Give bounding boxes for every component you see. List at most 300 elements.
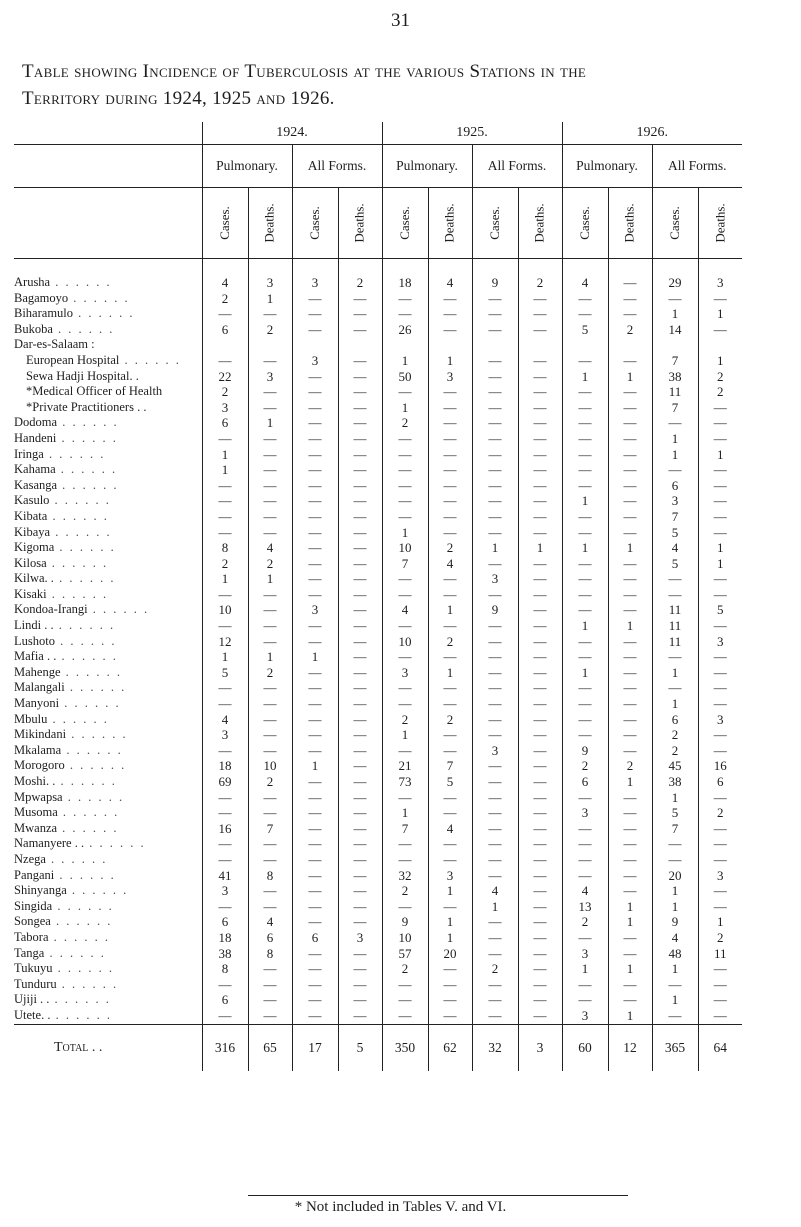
table-cell: 18 [382,275,428,291]
table-row [14,540,742,556]
station-name: Bukoba . . . . . . [14,321,115,336]
table-cell: — [518,462,562,478]
table-cell: — [292,431,338,447]
table-cell: — [562,930,608,946]
table-row [14,384,742,400]
table-cell: — [428,431,472,447]
table-cell: 3 [698,868,742,884]
table-cell: 6 [292,930,338,946]
station-name: Kibata . . . . . . [14,508,109,523]
table-row [14,805,742,821]
table-cell: 2 [652,727,698,743]
table-cell: — [608,790,652,806]
table-cell: — [472,634,518,650]
table-row [14,275,742,291]
table-cell: — [382,899,428,915]
table-cell: — [698,696,742,712]
table-cell: — [248,836,292,852]
table-cell: — [428,727,472,743]
table-cell: 9 [652,914,698,930]
table-cell: — [472,930,518,946]
table-cell: — [562,431,608,447]
table-cell: 2 [202,291,248,307]
table-row [14,634,742,650]
table-cell: — [428,649,472,665]
station-name: Lushoto . . . . . . [14,633,117,648]
table-cell: — [698,415,742,431]
table-cell: — [698,836,742,852]
station-name: Musoma . . . . . . [14,805,120,820]
table-cell [292,337,338,353]
table-cell: — [428,525,472,541]
table-cell: — [248,353,292,369]
table-cell: — [338,447,382,463]
table-cell: — [292,805,338,821]
table-cell: 10 [382,930,428,946]
station-name: Mpwapsa . . . . . . [14,789,125,804]
table-cell: 3 [248,369,292,385]
table-cell: — [338,977,382,993]
table-cell: 1 [608,1008,652,1024]
table-cell: 3 [202,400,248,416]
table-cell: — [608,836,652,852]
table-row [14,337,742,353]
table-cell: — [608,306,652,322]
table-cell: — [338,462,382,478]
table-cell: 2 [698,369,742,385]
table-cell: — [698,852,742,868]
table-cell: 3 [382,665,428,681]
table-cell: — [562,478,608,494]
table-cell: — [472,556,518,572]
table-cell: 57 [382,946,428,962]
table-cell: — [382,571,428,587]
table-cell: 6 [202,415,248,431]
table-cell: 1 [652,447,698,463]
table-cell: — [562,727,608,743]
table-cell: 1 [562,493,608,509]
table-cell: — [608,509,652,525]
table-cell: — [428,899,472,915]
table-cell: — [338,291,382,307]
table-row [14,618,742,634]
table-cell: — [428,977,472,993]
station-name: Kisaki . . . . . . [14,586,109,601]
table-cell: — [382,291,428,307]
table-row [14,680,742,696]
table-cell: — [608,384,652,400]
station-name: Lindi . . . . . . . . [14,618,116,633]
table-cell: 10 [248,758,292,774]
table-cell: — [698,431,742,447]
table-cell: — [428,384,472,400]
station-name: Mahenge . . . . . . [14,664,123,679]
table-cell: 10 [382,540,428,556]
table-cell: — [292,400,338,416]
table-cell: 14 [652,322,698,338]
table-cell: 1 [652,790,698,806]
station-name: Mbulu . . . . . . [14,711,109,726]
table-cell: — [292,556,338,572]
table-cell: 2 [518,275,562,291]
table-cell: — [202,680,248,696]
table-row [14,899,742,915]
table-row [14,914,742,930]
table-cell: — [608,946,652,962]
table-cell: — [472,291,518,307]
table-cell: — [382,852,428,868]
station-name: Kigoma . . . . . . [14,540,116,555]
title-line-2: Territory during 1924, 1925 and 1926. [22,88,335,109]
table-cell: — [382,431,428,447]
table-cell: 2 [428,712,472,728]
table-cell: — [472,758,518,774]
table-cell: — [338,665,382,681]
table-cell: — [428,743,472,759]
table-cell: 2 [698,805,742,821]
table-cell: — [472,774,518,790]
table-cell: — [608,447,652,463]
table-cell: — [338,400,382,416]
table-cell: — [472,977,518,993]
table-cell: 1 [428,883,472,899]
table-cell: — [518,805,562,821]
station-name: Tunduru . . . . . . [14,976,119,991]
table-cell: — [562,712,608,728]
table-row [14,883,742,899]
table-cell: 1 [652,306,698,322]
table-cell: — [472,665,518,681]
table-cell: — [292,992,338,1008]
table-cell: — [562,415,608,431]
table-cell: 1 [428,930,472,946]
table-cell: — [382,992,428,1008]
station-name: Kasulo . . . . . . [14,493,111,508]
table-cell: — [518,618,562,634]
table-cell: — [382,384,428,400]
table-cell: — [248,977,292,993]
table-row [14,743,742,759]
table-cell: — [472,649,518,665]
table-cell: — [248,992,292,1008]
table-cell: — [382,462,428,478]
table-cell: — [518,431,562,447]
table-cell: — [562,602,608,618]
page-number: 31 [391,10,410,31]
year-1926: 1926. [562,122,742,145]
table-cell: — [518,821,562,837]
table-cell: 4 [202,712,248,728]
table-cell: — [518,306,562,322]
table-cell: — [338,415,382,431]
table-cell: 6 [202,992,248,1008]
table-cell: 3 [698,275,742,291]
table-cell: 1 [428,914,472,930]
table-cell: — [382,618,428,634]
table-cell: — [518,587,562,603]
table-cell: — [562,587,608,603]
table-cell: — [472,805,518,821]
table-cell: — [472,431,518,447]
table-cell: 11 [652,618,698,634]
table-cell: 21 [382,758,428,774]
table-cell: 6 [248,930,292,946]
table-cell: — [562,447,608,463]
table-row [14,1008,742,1024]
table-row [14,992,742,1008]
table-row [14,696,742,712]
table-cell: 1 [608,369,652,385]
station-name: Songea . . . . . . [14,914,113,929]
table-cell: — [338,493,382,509]
table-cell: 2 [608,758,652,774]
table-cell: — [338,306,382,322]
table-cell: 1 [562,618,608,634]
table-row [14,306,742,322]
table-cell: 8 [248,946,292,962]
table-cell: — [652,649,698,665]
station-name: Mikindani . . . . . . [14,727,128,742]
table-cell: — [338,525,382,541]
table-cell: — [428,400,472,416]
table-cell: — [428,415,472,431]
table-cell: — [248,727,292,743]
col-deaths: Deaths. [518,188,562,259]
table-cell: — [698,291,742,307]
group-all-forms-1926: All Forms. [652,145,742,188]
table-cell: 11 [652,634,698,650]
station-name: Sewa Hadji Hospital. . [26,368,139,383]
table-cell: 1 [382,400,428,416]
table-cell: — [292,306,338,322]
table-cell: 8 [248,868,292,884]
table-cell: — [428,618,472,634]
table-cell: 4 [562,883,608,899]
table-cell: — [652,571,698,587]
station-name: Iringa . . . . . . [14,446,106,461]
table-cell: — [472,1008,518,1024]
table-cell: 4 [248,914,292,930]
table-cell: 5 [652,525,698,541]
table-cell: 5 [428,774,472,790]
table-cell: 1 [382,727,428,743]
table-cell: 1 [652,665,698,681]
table-cell: — [698,883,742,899]
table-cell: — [292,587,338,603]
table-cell: — [292,946,338,962]
station-name: Shinyanga . . . . . . [14,883,129,898]
table-cell: — [382,649,428,665]
table-cell: 10 [382,634,428,650]
table-cell: — [472,306,518,322]
table-row [14,415,742,431]
total-row [14,1024,742,1071]
table-cell: 18 [202,758,248,774]
table-cell: — [338,774,382,790]
table-cell: — [292,977,338,993]
table-cell: — [562,868,608,884]
table-cell: 1 [608,899,652,915]
table-cell: — [608,571,652,587]
table-cell: — [338,1008,382,1024]
table-cell: 11 [652,602,698,618]
table-cell: — [518,400,562,416]
table-cell: 5 [652,556,698,572]
table-row [14,852,742,868]
table-cell: — [698,493,742,509]
table-cell: — [518,977,562,993]
table-cell: — [608,977,652,993]
table-cell: — [382,1008,428,1024]
table-cell: — [338,914,382,930]
table-cell: — [518,525,562,541]
table-cell: 1 [202,571,248,587]
table-cell: 1 [292,649,338,665]
station-name: Kasanga . . . . . . [14,477,119,492]
total-cell: 365 [652,1024,698,1071]
table-cell: 2 [202,556,248,572]
table-cell: — [338,758,382,774]
table-cell: 2 [382,883,428,899]
table-cell: — [698,462,742,478]
table-cell: 4 [202,275,248,291]
table-cell: — [652,587,698,603]
station-name: Handeni . . . . . . [14,430,118,445]
station-name: Ujiji . . . . . . . . [14,992,111,1007]
table-cell: — [202,790,248,806]
table-cell: — [608,587,652,603]
station-name: Namanyere . . . . . . . . [14,836,146,851]
table-cell: — [472,353,518,369]
table-cell: — [338,384,382,400]
table-cell: — [248,961,292,977]
table-cell [652,337,698,353]
table-cell: 2 [382,712,428,728]
table-cell: 2 [428,634,472,650]
table-cell: — [292,743,338,759]
total-cell: 5 [338,1024,382,1071]
table-cell: — [518,696,562,712]
table-cell: 4 [472,883,518,899]
table-cell: — [608,649,652,665]
table-cell: — [202,852,248,868]
table-cell: 1 [608,540,652,556]
table-cell: — [698,618,742,634]
table-cell: 1 [652,883,698,899]
table-cell: — [292,478,338,494]
table-cell: 3 [248,275,292,291]
table-cell: — [518,930,562,946]
table-cell: — [292,447,338,463]
table-cell: 1 [652,899,698,915]
table-cell: — [518,946,562,962]
table-cell: — [608,478,652,494]
table-cell: — [202,899,248,915]
table-cell: 50 [382,369,428,385]
table-cell: — [562,696,608,712]
table-cell: — [472,914,518,930]
table-cell: — [698,665,742,681]
table-cell: — [472,400,518,416]
table-cell: — [608,400,652,416]
total-cell: 62 [428,1024,472,1071]
table-cell: 3 [562,946,608,962]
table-cell: 2 [248,665,292,681]
table-cell: — [382,836,428,852]
table-cell: — [472,680,518,696]
table-cell [698,337,742,353]
table-cell: — [698,525,742,541]
table-cell: — [292,1008,338,1024]
table-cell: — [608,992,652,1008]
table-cell: — [248,525,292,541]
table-cell: — [608,415,652,431]
table-cell: 2 [382,415,428,431]
table-cell: 7 [652,400,698,416]
table-cell: — [292,493,338,509]
table-cell: — [248,478,292,494]
table-cell: — [518,883,562,899]
table-cell: — [292,852,338,868]
table-cell: 1 [608,961,652,977]
table-cell: — [292,868,338,884]
table-cell: 2 [248,774,292,790]
total-cell: 32 [472,1024,518,1071]
col-cases: Cases. [382,188,428,259]
table-cell: — [608,291,652,307]
station-name: Kilosa . . . . . . [14,555,109,570]
table-cell: — [652,680,698,696]
table-row [14,774,742,790]
table-cell: — [518,665,562,681]
table-cell: — [292,540,338,556]
table-cell: 4 [652,930,698,946]
table-cell: — [518,992,562,1008]
table-cell: — [472,478,518,494]
table-cell: 1 [698,914,742,930]
table-cell: — [518,369,562,385]
total-cell: 64 [698,1024,742,1071]
table-cell: — [338,369,382,385]
table-body [14,259,742,1025]
table-cell: 22 [202,369,248,385]
total-cell: 316 [202,1024,248,1071]
table-cell: — [698,649,742,665]
station-name: Moshi. . . . . . . . [14,774,117,788]
table-cell: — [338,696,382,712]
col-deaths: Deaths. [698,188,742,259]
year-header-row [14,122,742,145]
table-cell: — [338,899,382,915]
table-cell: — [472,821,518,837]
table-row [14,665,742,681]
table-cell: 1 [248,415,292,431]
table-cell: — [382,977,428,993]
table-cell: — [292,369,338,385]
table-cell: — [518,1008,562,1024]
table-cell: 9 [472,602,518,618]
table-cell: — [518,634,562,650]
table-cell: 38 [202,946,248,962]
table-cell: — [292,899,338,915]
table-cell: — [202,805,248,821]
table-cell: 2 [428,540,472,556]
table-cell: — [248,790,292,806]
station-name: Biharamulo . . . . . . [14,306,135,321]
table-cell: 1 [202,447,248,463]
table-cell: 4 [428,275,472,291]
total-cell: 12 [608,1024,652,1071]
